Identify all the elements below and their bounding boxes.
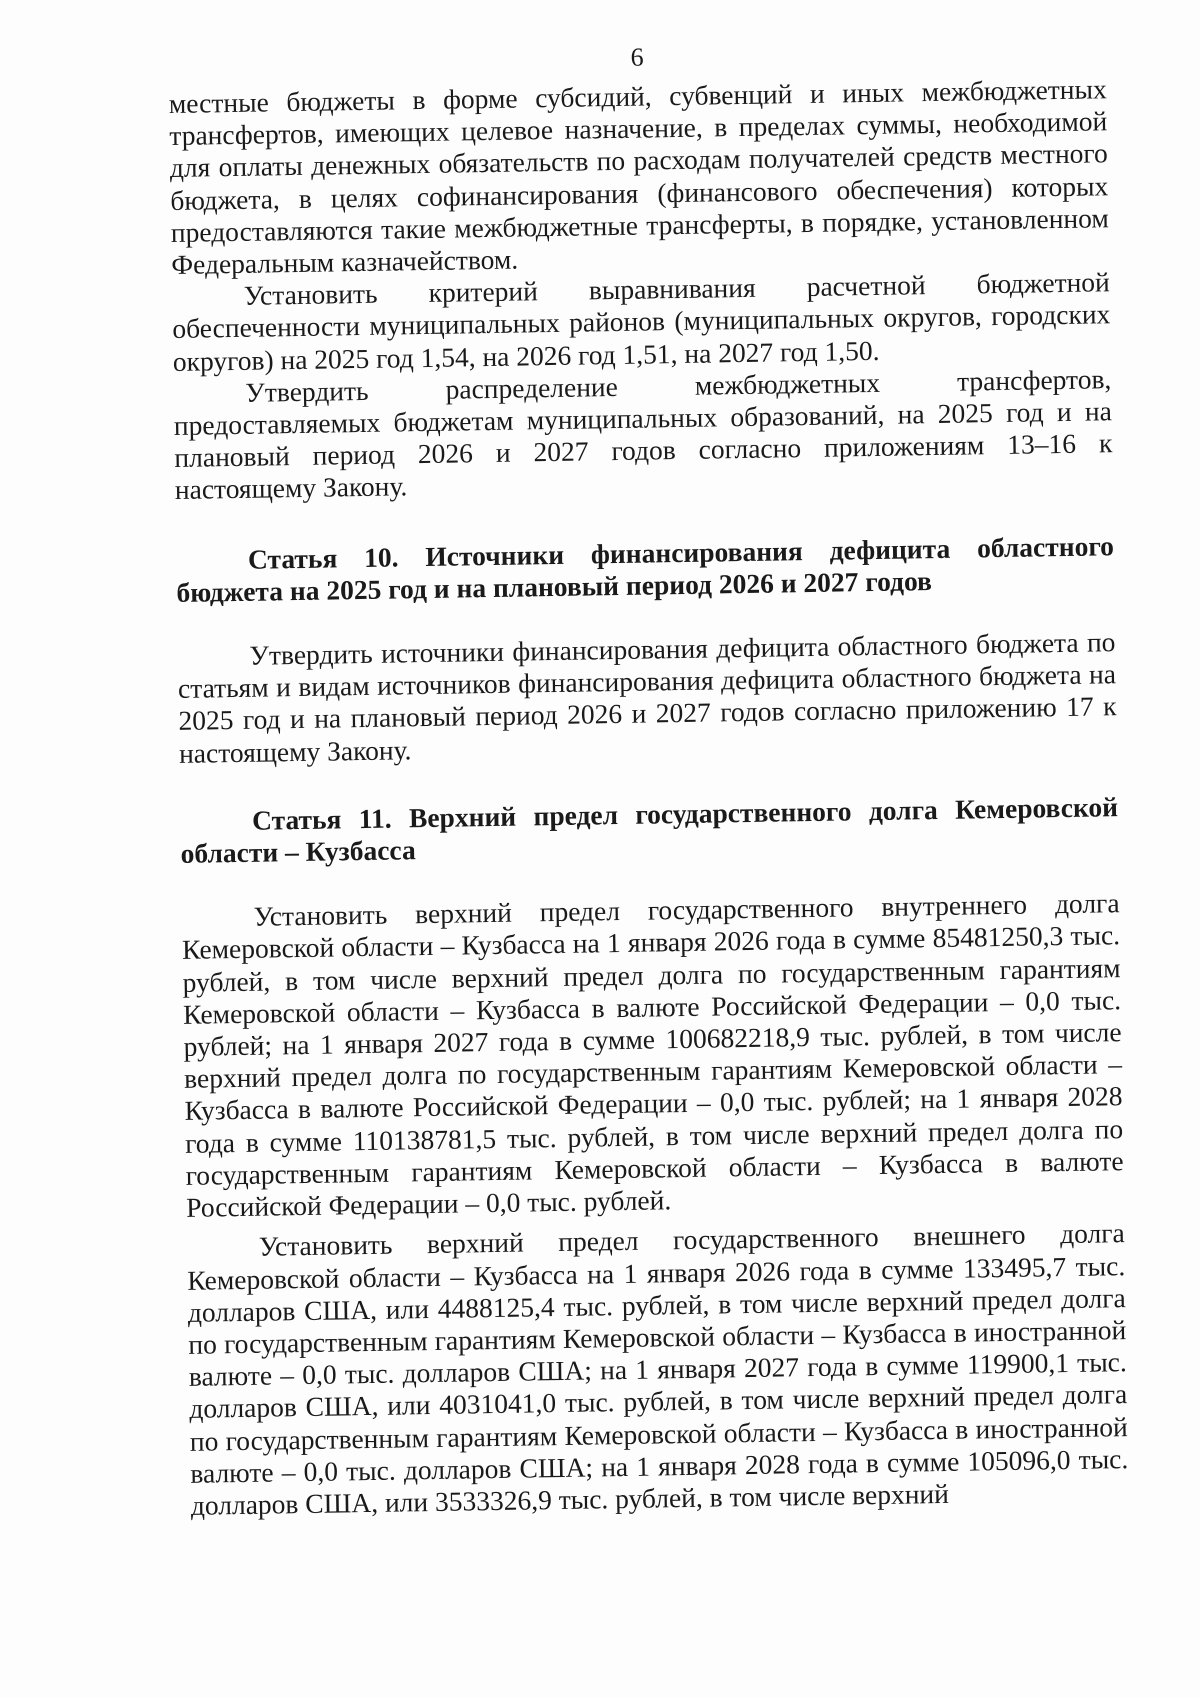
- page-content: [168, 35, 1129, 1522]
- paragraph-transfers-distribution: Утвердить распределение межбюджетных трансфертов, предоставляемых бюджетам муниципальных образований, на 2025 год и на плановый период 2026 и 2027 годов согласно приложениям 13–16 к настоящему Закону.: [173, 363, 1113, 506]
- article-11-heading: Статья 11. Верхний предел государственного долга Кемеровской области – Кузбасса: [180, 791, 1119, 869]
- article-11-internal-debt: Установить верхний предел государственного внутреннего долга Кемеровской области – Кузбасса на 1 января 2026 года в сумме 85481250,3 тыс. рублей, в том числе верхний предел долга по государственным гарантиям Кемеровской области – Кузбасса в валюте Российской Федерации – 0,0 тыс. рублей; на 1 января 2027 года в сумме 100682218,9 тыс. рублей, в том числе верхний предел долга по государственным гарантиям Кемеровской области – Кузбасса в валюте Российской Федерации – 0,0 тыс. рублей; на 1 января 2028 года в сумме 110138781,5 тыс. рублей, в том числе верхний предел долга по государственным гарантиям Кемеровской области – Кузбасса в валюте Российской Федерации – 0,0 тыс. рублей.: [181, 887, 1124, 1223]
- page-number: 6: [630, 42, 644, 72]
- article-11-external-debt: Установить верхний предел государственного внешнего долга Кемеровской области – Кузбасса на 1 января 2026 года в сумме 133495,7 тыс. долларов США, или 4488125,4 тыс. рублей, в том числе верхний предел долга по государственным гарантиям Кемеровской области – Кузбасса в иностранной валюте – 0,0 тыс. долларов США; на 1 января 2027 года в сумме 119900,1 тыс. долларов США, или 4031041,0 тыс. рублей, в том числе верхний предел долга по государственным гарантиям Кемеровской области – Кузбасса в иностранной валюте – 0,0 тыс. долларов США; на 1 января 2028 года в сумме 105096,0 тыс. долларов США, или 3533326,9 тыс. рублей, в том числе верхний: [187, 1217, 1129, 1521]
- article-10-body: Утвердить источники финансирования дефицита областного бюджета по статьям и видам источников финансирования дефицита областного бюджета на 2025 год и на плановый период 2026 и 2027 годов согласно приложению 17 к настоящему Закону.: [177, 626, 1117, 769]
- paragraph-equalization-criterion: Установить критерий выравнивания расчетной бюджетной обеспеченности муниципальных районов (муниципальных округов, городских округов) на 2025 год 1,54, на 2026 год 1,51, на 2027 год 1,50.: [172, 266, 1111, 377]
- article-10-heading: Статья 10. Источники финансирования дефицита областного бюджета на 2025 год и на плановый период 2026 и 2027 годов: [176, 529, 1115, 608]
- paragraph-continuation: местные бюджеты в форме субсидий, субвенций и иных межбюджетных трансфертов, имеющих целевое назначение, в пределах суммы, необходимой для оплаты денежных обязательств по расходам получателей средств местного бюджета, в целях софинансирования (финансового обеспечения) которых предоставляются такие межбюджетные трансферты, в порядке, установленном Федеральным казначейством.: [168, 73, 1109, 280]
